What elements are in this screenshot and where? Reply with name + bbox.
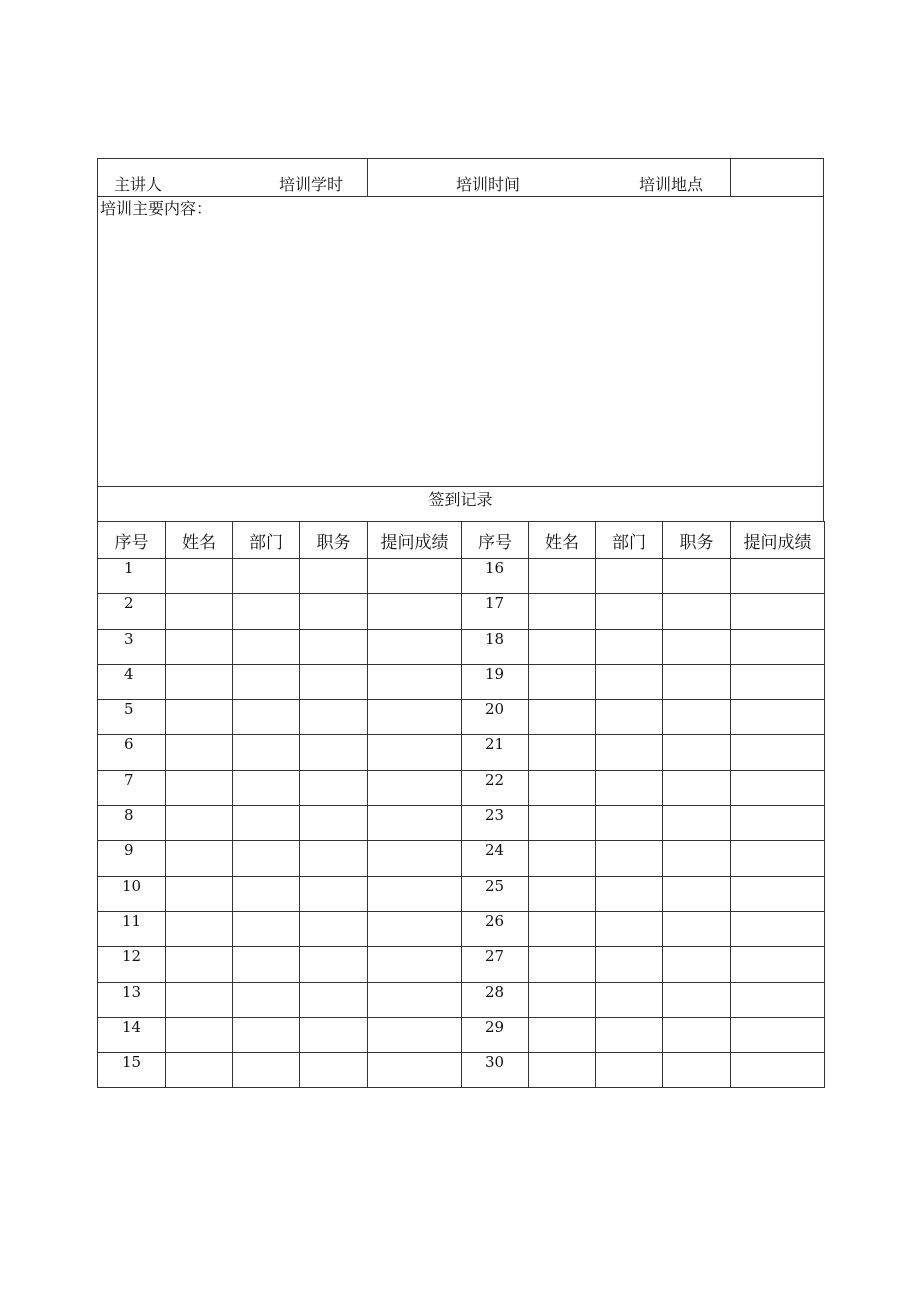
hours-label: 培训学时: [279, 175, 344, 194]
col-header: 姓名: [166, 522, 233, 559]
entry-cell[interactable]: [166, 594, 233, 629]
table-header-row: [98, 522, 825, 559]
number-cell: [462, 982, 529, 1017]
signin-title: 签到记录: [428, 490, 493, 509]
entry-cell[interactable]: [663, 982, 731, 1017]
entry-cell[interactable]: [731, 982, 825, 1017]
entry-cell[interactable]: [166, 911, 233, 946]
row-number: 9: [124, 841, 134, 860]
entry-cell[interactable]: [663, 594, 731, 629]
entry-cell[interactable]: [368, 594, 462, 629]
entry-cell[interactable]: [731, 1017, 825, 1052]
entry-cell[interactable]: [300, 947, 368, 982]
table-row: [98, 629, 825, 664]
entry-cell[interactable]: [368, 664, 462, 699]
entry-cell[interactable]: [596, 1017, 663, 1052]
entry-cell[interactable]: [731, 947, 825, 982]
entry-cell[interactable]: [233, 559, 300, 594]
entry-cell[interactable]: [731, 594, 825, 629]
entry-cell[interactable]: [300, 770, 368, 805]
row-number: 17: [485, 594, 505, 613]
number-cell: [462, 735, 529, 770]
entry-cell[interactable]: [166, 806, 233, 841]
entry-cell[interactable]: [368, 735, 462, 770]
entry-cell[interactable]: [596, 911, 663, 946]
row-number: 10: [122, 876, 142, 895]
row-number: 28: [485, 982, 505, 1001]
entry-cell[interactable]: [663, 770, 731, 805]
entry-cell[interactable]: [233, 700, 300, 735]
entry-cell[interactable]: [233, 629, 300, 664]
table-row: [98, 594, 825, 629]
number-cell: [462, 841, 529, 876]
entry-cell[interactable]: [300, 876, 368, 911]
number-cell: [98, 947, 166, 982]
number-cell: [98, 664, 166, 699]
entry-cell[interactable]: [663, 876, 731, 911]
row-number: 27: [485, 947, 505, 966]
entry-cell[interactable]: [233, 982, 300, 1017]
entry-cell[interactable]: [731, 1053, 825, 1088]
table-row: [98, 806, 825, 841]
number-cell: [98, 806, 166, 841]
entry-cell[interactable]: [233, 911, 300, 946]
entry-cell[interactable]: [166, 664, 233, 699]
number-cell: [98, 841, 166, 876]
row-number: 20: [485, 700, 505, 719]
entry-cell[interactable]: [233, 664, 300, 699]
content-label: 培训主要内容：: [100, 199, 213, 218]
number-cell: [462, 594, 529, 629]
row-number: 19: [485, 664, 505, 683]
entry-cell[interactable]: [233, 1017, 300, 1052]
col-header: 部门: [596, 522, 663, 559]
entry-cell[interactable]: [596, 594, 663, 629]
col-header: 职务: [300, 522, 368, 559]
col-header: 职务: [663, 522, 731, 559]
number-cell: [98, 700, 166, 735]
entry-cell[interactable]: [596, 664, 663, 699]
entry-cell[interactable]: [731, 559, 825, 594]
entry-cell[interactable]: [529, 947, 596, 982]
entry-cell[interactable]: [368, 700, 462, 735]
entry-cell[interactable]: [368, 876, 462, 911]
row-number: 23: [485, 806, 505, 825]
col-header: 部门: [233, 522, 300, 559]
table-row: [98, 700, 825, 735]
entry-cell[interactable]: [529, 770, 596, 805]
number-cell: [98, 876, 166, 911]
table-row: [98, 982, 825, 1017]
row-number: 3: [124, 629, 134, 648]
entry-cell[interactable]: [731, 911, 825, 946]
entry-cell[interactable]: [368, 841, 462, 876]
speaker-label: 主讲人: [114, 175, 163, 194]
row-number: 5: [124, 700, 134, 719]
col-header: 序号: [98, 522, 166, 559]
entry-cell[interactable]: [529, 911, 596, 946]
entry-cell[interactable]: [233, 770, 300, 805]
table-row: [98, 841, 825, 876]
entry-cell[interactable]: [368, 770, 462, 805]
number-cell: [98, 735, 166, 770]
row-number: 29: [485, 1017, 505, 1036]
table-row: [98, 1017, 825, 1052]
number-cell: [98, 770, 166, 805]
row-number: 22: [485, 770, 505, 789]
location-label: 培训地点: [639, 175, 704, 194]
entry-cell[interactable]: [663, 559, 731, 594]
entry-cell[interactable]: [731, 735, 825, 770]
entry-cell[interactable]: [300, 1053, 368, 1088]
divider: [730, 159, 731, 196]
table-row: [98, 735, 825, 770]
row-number: 15: [122, 1053, 142, 1072]
table-row: [98, 664, 825, 699]
entry-cell[interactable]: [731, 806, 825, 841]
row-number: 16: [485, 559, 505, 577]
entry-cell[interactable]: [663, 735, 731, 770]
entry-cell[interactable]: [731, 841, 825, 876]
entry-cell[interactable]: [368, 559, 462, 594]
entry-cell[interactable]: [596, 876, 663, 911]
entry-cell[interactable]: [731, 770, 825, 805]
entry-cell[interactable]: [368, 982, 462, 1017]
row-number: 14: [122, 1017, 142, 1036]
number-cell: [462, 947, 529, 982]
entry-cell[interactable]: [233, 841, 300, 876]
row-number: 30: [485, 1053, 505, 1072]
entry-cell[interactable]: [368, 911, 462, 946]
training-form: [97, 158, 824, 522]
entry-cell[interactable]: [731, 876, 825, 911]
row-number: 6: [124, 735, 134, 754]
entry-cell[interactable]: [663, 947, 731, 982]
number-cell: [98, 911, 166, 946]
entry-cell[interactable]: [529, 559, 596, 594]
number-cell: [462, 1017, 529, 1052]
entry-cell[interactable]: [596, 982, 663, 1017]
entry-cell[interactable]: [233, 806, 300, 841]
number-cell: [98, 559, 166, 594]
entry-cell[interactable]: [300, 700, 368, 735]
row-number: 26: [485, 911, 505, 930]
entry-cell[interactable]: [368, 947, 462, 982]
entry-cell[interactable]: [300, 911, 368, 946]
number-cell: [462, 1053, 529, 1088]
entry-cell[interactable]: [166, 770, 233, 805]
entry-cell[interactable]: [368, 1017, 462, 1052]
entry-cell[interactable]: [166, 876, 233, 911]
row-number: 12: [122, 947, 142, 966]
entry-cell[interactable]: [663, 1017, 731, 1052]
row-number: 18: [485, 629, 505, 648]
entry-cell[interactable]: [596, 629, 663, 664]
entry-cell[interactable]: [300, 841, 368, 876]
entry-cell[interactable]: [166, 982, 233, 1017]
entry-cell[interactable]: [529, 841, 596, 876]
row-number: 24: [485, 841, 505, 860]
col-header: 提问成绩: [368, 522, 462, 559]
entry-cell[interactable]: [300, 559, 368, 594]
number-cell: [98, 982, 166, 1017]
entry-cell[interactable]: [166, 947, 233, 982]
entry-cell[interactable]: [166, 841, 233, 876]
entry-cell[interactable]: [529, 664, 596, 699]
entry-cell[interactable]: [596, 700, 663, 735]
row-number: 11: [122, 911, 142, 930]
number-cell: [462, 629, 529, 664]
number-cell: [462, 770, 529, 805]
number-cell: [462, 559, 529, 594]
entry-cell[interactable]: [596, 947, 663, 982]
entry-cell[interactable]: [731, 700, 825, 735]
entry-cell[interactable]: [663, 629, 731, 664]
entry-cell[interactable]: [663, 1053, 731, 1088]
entry-cell[interactable]: [166, 1053, 233, 1088]
signin-title-row: [97, 487, 824, 522]
row-number: 1: [124, 559, 134, 577]
row-number: 8: [124, 806, 134, 825]
table-row: [98, 559, 825, 594]
entry-cell[interactable]: [596, 841, 663, 876]
entry-cell[interactable]: [300, 629, 368, 664]
entry-cell[interactable]: [300, 1017, 368, 1052]
entry-cell[interactable]: [166, 629, 233, 664]
row-number: 2: [124, 594, 134, 613]
entry-cell[interactable]: [596, 735, 663, 770]
entry-cell[interactable]: [529, 806, 596, 841]
entry-cell[interactable]: [368, 1053, 462, 1088]
entry-cell[interactable]: [529, 594, 596, 629]
entry-cell[interactable]: [233, 947, 300, 982]
number-cell: [462, 911, 529, 946]
divider: [367, 159, 368, 196]
time-label: 培训时间: [456, 175, 521, 194]
number-cell: [98, 1017, 166, 1052]
entry-cell[interactable]: [663, 911, 731, 946]
info-row: [97, 158, 824, 197]
entry-cell[interactable]: [166, 700, 233, 735]
table-row: [98, 911, 825, 946]
number-cell: [462, 664, 529, 699]
entry-cell[interactable]: [529, 629, 596, 664]
entry-cell[interactable]: [300, 982, 368, 1017]
table-body: [98, 559, 825, 1088]
content-area[interactable]: [97, 197, 824, 487]
entry-cell[interactable]: [233, 735, 300, 770]
entry-cell[interactable]: [233, 1053, 300, 1088]
number-cell: [462, 700, 529, 735]
row-number: 25: [485, 876, 505, 895]
entry-cell[interactable]: [300, 664, 368, 699]
number-cell: [98, 594, 166, 629]
entry-cell[interactable]: [300, 594, 368, 629]
entry-cell[interactable]: [166, 559, 233, 594]
row-number: 21: [485, 735, 505, 754]
entry-cell[interactable]: [529, 982, 596, 1017]
entry-cell[interactable]: [233, 876, 300, 911]
entry-cell[interactable]: [596, 770, 663, 805]
table-row: [98, 947, 825, 982]
entry-cell[interactable]: [731, 664, 825, 699]
entry-cell[interactable]: [300, 735, 368, 770]
table-row: [98, 876, 825, 911]
entry-cell[interactable]: [368, 629, 462, 664]
table-row: [98, 1053, 825, 1088]
number-cell: [98, 629, 166, 664]
number-cell: [98, 1053, 166, 1088]
entry-cell[interactable]: [529, 876, 596, 911]
entry-cell[interactable]: [529, 735, 596, 770]
entry-cell[interactable]: [596, 559, 663, 594]
entry-cell[interactable]: [663, 806, 731, 841]
row-number: 4: [124, 664, 134, 683]
number-cell: [462, 806, 529, 841]
col-header: 提问成绩: [731, 522, 825, 559]
row-number: 7: [124, 770, 134, 789]
entry-cell[interactable]: [663, 841, 731, 876]
entry-cell[interactable]: [300, 806, 368, 841]
entry-cell[interactable]: [596, 806, 663, 841]
row-number: 13: [122, 982, 142, 1001]
entry-cell[interactable]: [529, 700, 596, 735]
entry-cell[interactable]: [596, 1053, 663, 1088]
entry-cell[interactable]: [731, 629, 825, 664]
entry-cell[interactable]: [529, 1053, 596, 1088]
entry-cell[interactable]: [529, 1017, 596, 1052]
entry-cell[interactable]: [233, 594, 300, 629]
entry-cell[interactable]: [166, 1017, 233, 1052]
table-row: [98, 770, 825, 805]
entry-cell[interactable]: [663, 664, 731, 699]
col-header: 序号: [462, 522, 529, 559]
entry-cell[interactable]: [663, 700, 731, 735]
signin-table: [97, 521, 825, 1088]
entry-cell[interactable]: [368, 806, 462, 841]
col-header: 姓名: [529, 522, 596, 559]
entry-cell[interactable]: [166, 735, 233, 770]
number-cell: [462, 876, 529, 911]
